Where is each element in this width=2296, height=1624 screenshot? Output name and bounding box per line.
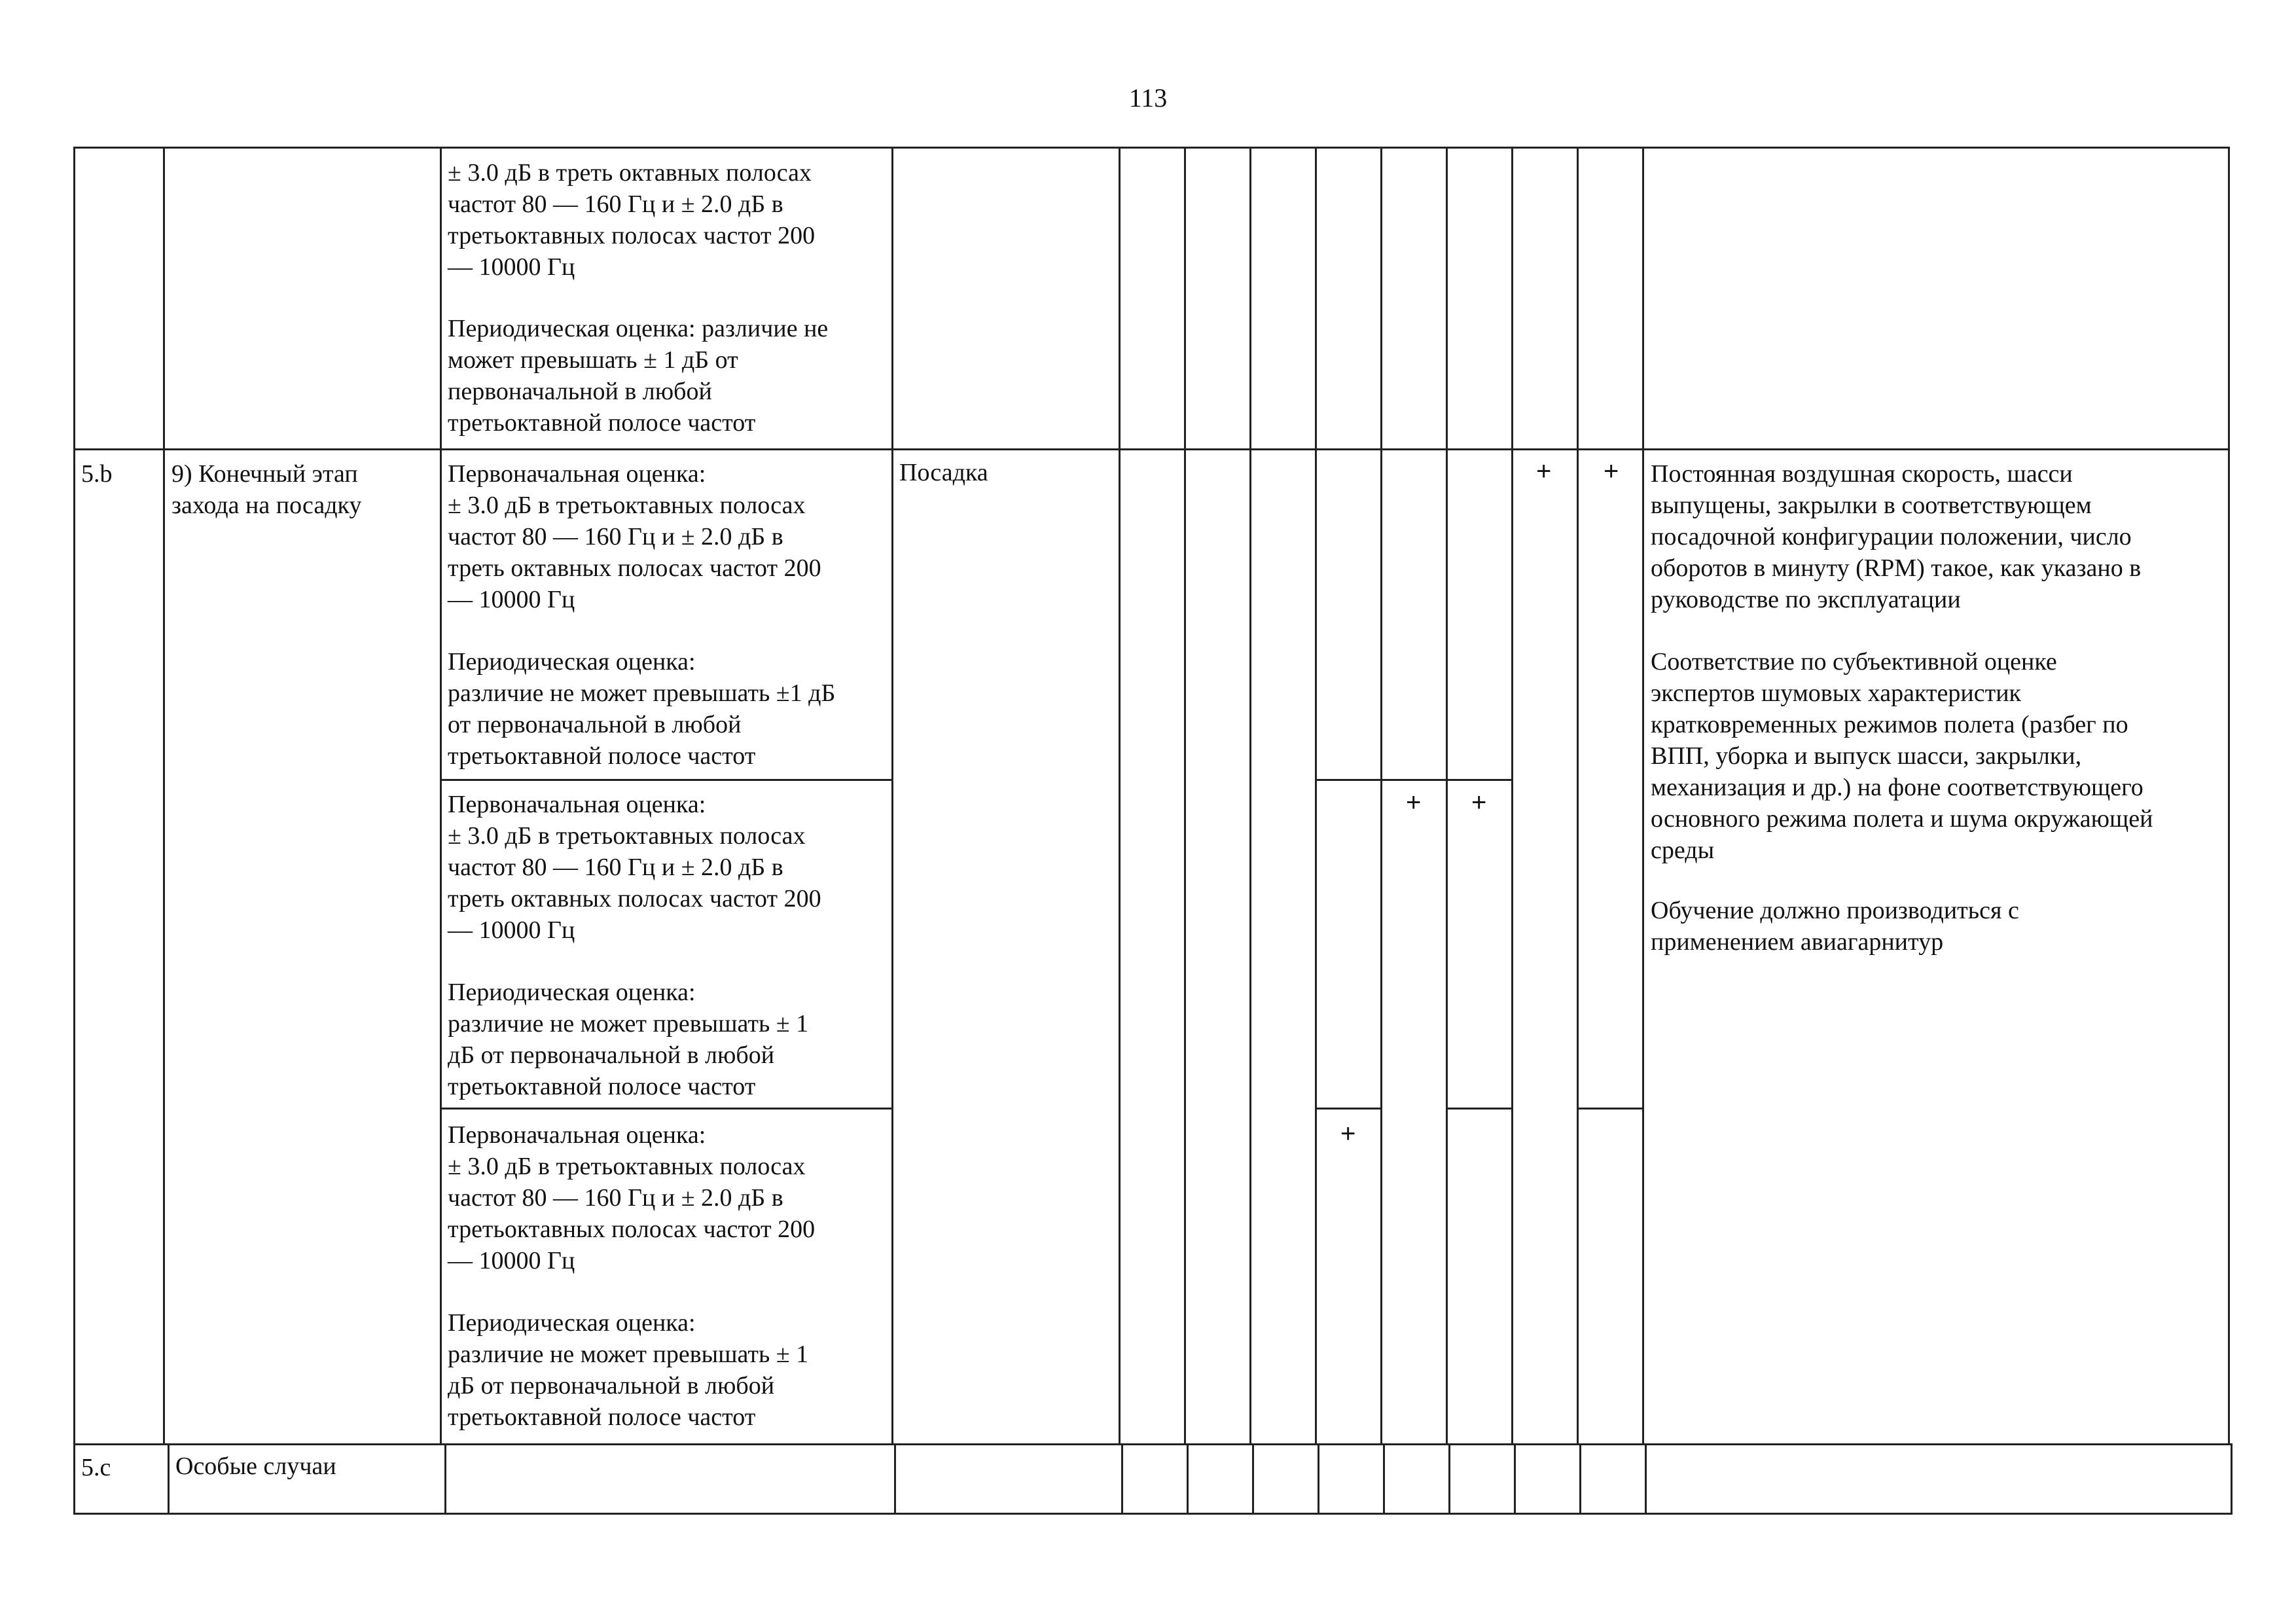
r5b-num-cell — [73, 448, 165, 1445]
r5b-sub1-periodic: Периодическая оценка: различие не может превышать ±1 дБ от первоначальной в любой третьоктавной полосе частот — [448, 648, 836, 770]
r5b-phase-cell — [891, 448, 1121, 1445]
r5c-col10 — [1448, 1443, 1516, 1515]
cont-col7 — [1249, 147, 1317, 450]
plus-mark: + — [1604, 457, 1619, 486]
r5b-sub2-col10 — [1446, 779, 1513, 1110]
r5b-sub23-col9 — [1380, 779, 1448, 1445]
r5b-col5 — [1119, 448, 1186, 1445]
r5b-col11 — [1511, 448, 1579, 1445]
r5c-col11 — [1514, 1443, 1581, 1515]
page-number: 113 — [1128, 83, 1168, 113]
cont-col8 — [1315, 147, 1382, 450]
r5b-sub2-initial: Первоначальная оценка: ± 3.0 дБ в третьоктавных полосах частот 80 — 160 Гц и ± 2.0 дБ в треть октавных полосах частот 200 — 10000 Гц — [448, 791, 821, 944]
r5b-sub3-col12 — [1577, 1108, 1644, 1445]
r5c-item-title: Особые случаи — [175, 1453, 336, 1480]
cont-periodic-text: Периодическая оценка: различие не может превышать ± 1 дБ от первоначальной в любой третьоктавной полосе частот — [448, 315, 829, 437]
r5b-remarks-p2: Соответствие по субъективной оценке экспертов шумовых характеристик кратковременных режимов полета (разбег по ВПП, уборка и выпуск шасси, закрылки, механизация и др.) на фоне соответствующего основного режима полета и шума окружающей среды — [1651, 648, 2153, 864]
cont-col10 — [1446, 147, 1513, 450]
cont-phase-cell — [891, 147, 1121, 450]
r5b-sub3-initial: Первоначальная оценка: ± 3.0 дБ в третьоктавных полосах частот 80 — 160 Гц и ± 2.0 дБ в третьоктавных полосах частот 200 — 10000 Гц — [448, 1121, 816, 1274]
cont-col6 — [1184, 147, 1251, 450]
r5b-sub2-col8 — [1315, 779, 1382, 1110]
cont-col11 — [1511, 147, 1579, 450]
r5b-item-cell — [163, 448, 442, 1445]
r5c-criteria-cell — [444, 1443, 896, 1515]
cont-initial-text: ± 3.0 дБ в треть октавных полосах частот 80 — 160 Гц и ± 2.0 дБ в третьоктавных полосах частот 200 — 10000 Гц — [448, 159, 816, 281]
plus-mark: + — [1536, 457, 1552, 486]
plus-mark: + — [1340, 1119, 1356, 1148]
r5b-sub1-initial: Первоначальная оценка: ± 3.0 дБ в третьоктавных полосах частот 80 — 160 Гц и ± 2.0 дБ в треть октавных полосах частот 200 — 10000 Гц — [448, 460, 821, 613]
r5b-sub3-periodic: Периодическая оценка: различие не может превышать ± 1 дБ от первоначальной в любой третьоктавной полосе частот — [448, 1309, 809, 1431]
r5b-sub3-col8 — [1315, 1108, 1382, 1445]
r5c-col8 — [1318, 1443, 1385, 1515]
r5b-col7 — [1249, 448, 1317, 1445]
r5b-col6 — [1184, 448, 1251, 1445]
plus-mark: + — [1406, 788, 1422, 817]
r5b-remarks-p3: Обучение должно производиться с применением авиагарнитур — [1651, 897, 2019, 956]
r5b-item-title: 9) Конечный этап захода на посадку — [171, 460, 362, 519]
r5c-phase-cell — [894, 1443, 1123, 1515]
r5c-col7 — [1252, 1443, 1319, 1515]
r5b-number: 5.b — [81, 460, 113, 488]
r5b-sub12-col12 — [1577, 448, 1644, 1110]
cont-remarks-cell — [1642, 147, 2230, 450]
r5c-number: 5.c — [81, 1454, 111, 1481]
r5b-sub1-col10 — [1446, 448, 1513, 781]
r5c-col6 — [1187, 1443, 1254, 1515]
cont-num-cell — [73, 147, 165, 450]
cont-col12 — [1577, 147, 1644, 450]
cont-col5 — [1119, 147, 1186, 450]
cont-item-cell — [163, 147, 442, 450]
r5c-remarks-cell — [1645, 1443, 2233, 1515]
r5b-sub1-col8 — [1315, 448, 1382, 781]
plus-mark: + — [1471, 788, 1487, 817]
r5c-col12 — [1579, 1443, 1647, 1515]
r5c-col9 — [1383, 1443, 1450, 1515]
r5b-phase: Посадка — [899, 459, 988, 486]
r5b-sub2-periodic: Периодическая оценка: различие не может превышать ± 1 дБ от первоначальной в любой третьоктавной полосе частот — [448, 979, 809, 1100]
r5c-col5 — [1121, 1443, 1189, 1515]
cont-col9 — [1380, 147, 1448, 450]
r5b-sub1-col9 — [1380, 448, 1448, 781]
r5b-sub3-col10 — [1446, 1108, 1513, 1445]
r5b-remarks-p1: Постоянная воздушная скорость, шасси выпущены, закрылки в соответствующем посадочной конфигурации положении, число оборотов в минуту (RPM) такое, как указано в руководстве по эксплуатации — [1651, 460, 2142, 613]
